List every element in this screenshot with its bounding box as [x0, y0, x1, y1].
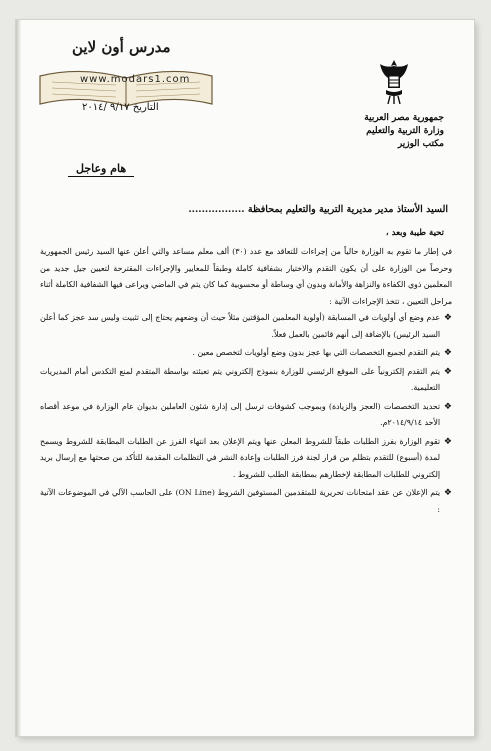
diamond-bullet-icon: ❖	[443, 488, 452, 498]
list-item	[40, 434, 452, 484]
diamond-bullet-icon: ❖	[443, 401, 452, 412]
ministry-line: جمهورية مصر العربية	[364, 113, 444, 123]
diamond-bullet-icon: ❖	[443, 366, 452, 377]
list-item	[40, 399, 452, 432]
watermark-url: www.modars1.com	[80, 74, 191, 85]
greeting-line: تحية طيبة وبعد ،	[385, 228, 444, 238]
ministry-line: وزارة التربية والتعليم	[366, 126, 444, 136]
letter-date: التاريخ ٩/١٧ /٢٠١٤	[82, 102, 159, 113]
diamond-bullet-icon: ❖	[443, 348, 452, 358]
list-item-text: عدم وضع أي أولويات في المسابقة (أولوية المعلمين المؤقتين مثلاً حيث أن وضعهم يحتاج إلى تثبيت وليس سد عجز كما أعلن السيد الرئيس) بالإضافة إلى أنهم قائمين بالعمل فعلاً.	[40, 313, 440, 339]
list-item	[40, 345, 452, 362]
intro-paragraph: في إطار ما تقوم به الوزارة حالياً من إجراءات للتعاقد مع عدد (٣٠) ألف معلم مساعد والتي أعلن عنها السيد رئيس الجمهورية وحرصاً من الوزارة على أن يكون التقدم والاختيار بشفافية كاملة وطبقاً للمعايير والإجراءات المقترحة لتعيين جيل جديد من المعلمين ذوي الكفاءة والنزاهة والأمانة وبدون أي وساطة أو محسوبية كما كان يتم في الماضي ويراعى فيها الشفافية الكاملة أثناء مراحل التعيين ، تتخذ الإجراءات الآتية :	[40, 247, 452, 306]
scan-edge	[16, 20, 21, 736]
procedures-list	[40, 310, 452, 518]
ministry-header	[364, 112, 444, 151]
list-item	[40, 485, 452, 518]
list-item	[40, 310, 452, 343]
letter-body	[40, 244, 452, 520]
diamond-bullet-icon: ❖	[443, 313, 452, 323]
list-item-text: يتم التقدم إلكترونياً على الموقع الرئيسي للوزارة بنموذج إلكتروني يتم تعبئته بواسطة المتقدم لمنع التكدس أمام المديريات التعليمية.	[40, 366, 440, 392]
ministry-line: مكتب الوزير	[397, 139, 444, 149]
watermark-title: مدرس أون لاين	[72, 38, 171, 56]
eagle-crest-icon	[378, 58, 410, 106]
diamond-bullet-icon: ❖	[443, 436, 452, 447]
list-item-text: تحديد التخصصات (العجز والزيادة) وبموجب كشوفات ترسل إلى إدارة شئون العاملين بديوان عام الوزارة في موعد أقصاه الأحد ٢٠١٤/٩/١٤م.	[40, 401, 440, 427]
list-item-text: يتم التقدم لجميع التخصصات التي بها عجز بدون وضع أولويات لتخصص معين .	[192, 348, 440, 357]
letter-page	[16, 20, 474, 736]
urgent-label: هام وعاجل	[68, 162, 134, 177]
list-item-text: تقوم الوزارة بفرز الطلبات طبقاً للشروط المعلن عنها ويتم الإعلان بعد انتهاء الفرز عن الطلبات المطابقة للشروط ويسمح لمدة (أسبوع) للتقدم بتظلم من قرار لجنة فرز الطلبات وإعادة النشر في التظلمات المقدمة للتأكد من صحتها مع إرسال بريد إلكتروني للطلبات المطابقة لإخطارهم بمطابقة الطلب للشروط .	[40, 436, 440, 479]
addressee-line: السيد الأستاذ مدير مديرية التربية والتعليم بمحافظة .................	[188, 204, 448, 215]
list-item	[40, 364, 452, 397]
list-item-text: يتم الإعلان عن عقد امتحانات تحريرية للمتقدمين المستوفين الشروط (ON Line) على الحاسب الآلي في الموضوعات الآتية :	[40, 488, 441, 514]
